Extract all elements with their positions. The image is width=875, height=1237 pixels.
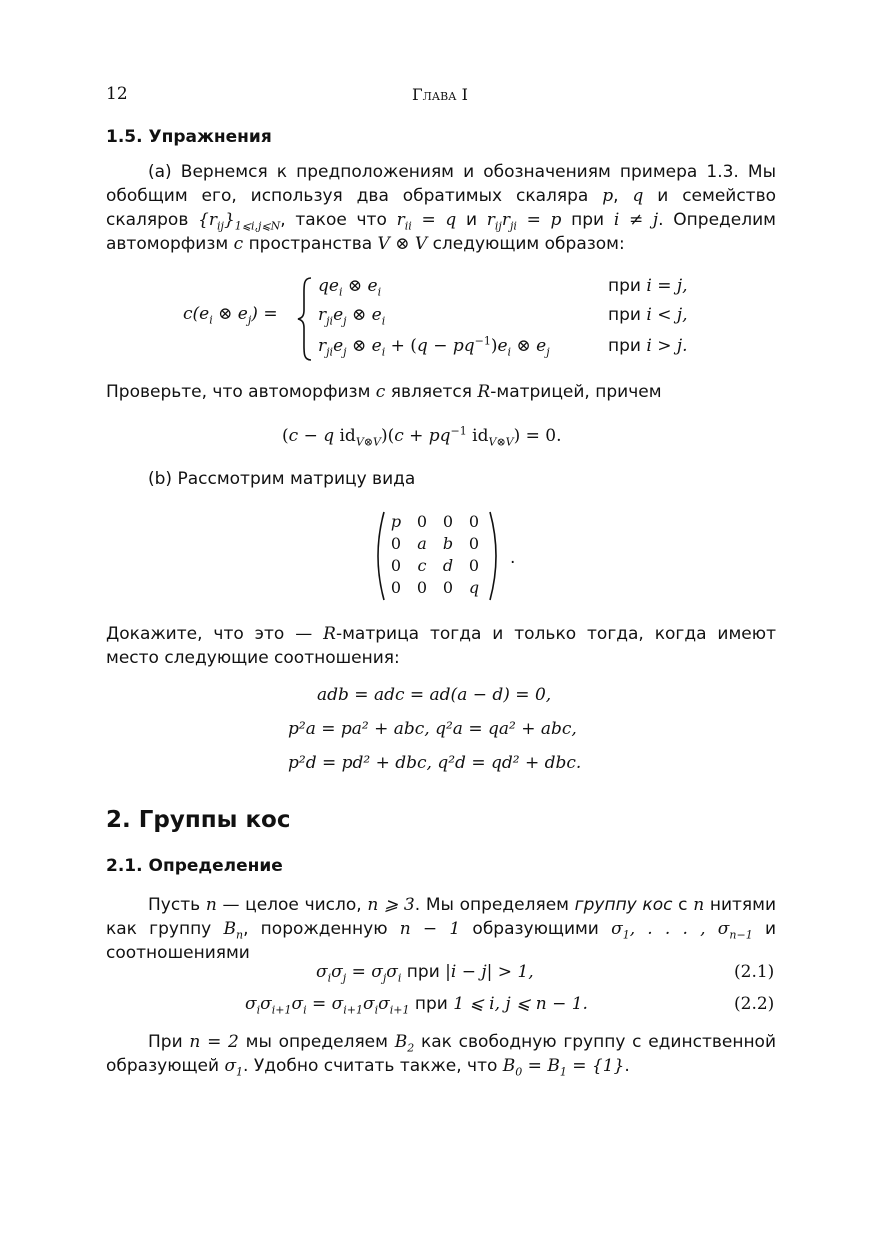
math-sigma1 bbox=[224, 1056, 244, 1079]
math-sub: n bbox=[235, 928, 244, 942]
matrix-cell: 0 bbox=[442, 577, 454, 597]
matrix-cell: c bbox=[417, 555, 427, 575]
matrix-cell: p bbox=[390, 511, 402, 531]
math-vv: V ⊗ V bbox=[377, 234, 428, 254]
prove-paragraph bbox=[106, 622, 776, 670]
text-span: . Мы определяем bbox=[414, 895, 569, 915]
math-part: = p bbox=[516, 210, 562, 230]
text-span: при bbox=[608, 336, 641, 356]
section-heading-braid-groups: 2. Группы кос bbox=[106, 807, 291, 833]
math-sub: 1 bbox=[622, 928, 630, 942]
text-span: Рассмотрим матрицу вида bbox=[177, 469, 416, 489]
matrix-right-paren bbox=[488, 510, 504, 602]
math-sub: 1 bbox=[236, 1065, 244, 1079]
text-span: , такое что bbox=[280, 210, 387, 230]
chapter-title: Глава I bbox=[412, 85, 468, 104]
math-sub: j bbox=[247, 313, 252, 327]
identity-equation: (c − q $id_{V\otimes V})(c + pq^{-1}$ $id_{V\otimes V}) = 0$. bbox=[282, 424, 562, 449]
math-rii bbox=[396, 210, 457, 233]
text-span: -матрица тогда и только тогда, когда имеют место следующие соотношения: bbox=[106, 624, 776, 668]
case-row-1-cond bbox=[608, 276, 688, 296]
math-n: n bbox=[205, 895, 217, 915]
math-part: ) = bbox=[251, 304, 278, 324]
text-span: , порожденную bbox=[243, 919, 388, 939]
b2-paragraph bbox=[106, 1030, 776, 1078]
math-part: c(e bbox=[183, 304, 210, 324]
math-part: = q bbox=[411, 210, 457, 230]
matrix-cell: b bbox=[442, 533, 454, 553]
math-part: ⊗ e bbox=[212, 304, 248, 324]
text-span: При bbox=[148, 1032, 183, 1052]
matrix-row bbox=[383, 510, 487, 532]
math-cond: n ⩾ 3 bbox=[367, 895, 415, 915]
check-sentence bbox=[106, 382, 662, 402]
exercise-a-label: (a) bbox=[148, 162, 172, 182]
matrix-cell: 0 bbox=[442, 511, 454, 531]
math-cond: 1 ⩽ i, j ⩽ n − 1. bbox=[453, 994, 588, 1014]
text-span: и семейство скаляров bbox=[106, 186, 777, 230]
math-cond: i < j, bbox=[646, 305, 688, 325]
matrix bbox=[383, 510, 487, 598]
text-span: , bbox=[613, 186, 619, 206]
math-part: B bbox=[394, 1032, 408, 1052]
math-sub: ij bbox=[217, 219, 224, 233]
case-row-3-expr: $r_{ji}e_j$ ⊗ $e_i + (q - pq^{-1})e_i$ ⊗ $e_j$ bbox=[318, 334, 550, 359]
left-brace bbox=[296, 276, 314, 362]
case-row-2-cond bbox=[608, 305, 688, 325]
text-span: — целое число, bbox=[222, 895, 362, 915]
matrix-cell: q bbox=[468, 577, 480, 597]
math-part: r bbox=[396, 210, 405, 230]
math-cond: i = j, bbox=[646, 276, 688, 296]
math-sub: n−1 bbox=[729, 928, 753, 942]
text-span: при bbox=[414, 994, 448, 1014]
equation-number: (2.1) bbox=[734, 962, 775, 982]
matrix-cell: 0 bbox=[390, 577, 402, 597]
cases-lhs bbox=[183, 304, 278, 327]
math-cond: |i − j| > 1, bbox=[445, 962, 534, 982]
math-sub: ij bbox=[494, 219, 502, 233]
matrix-cell: a bbox=[417, 533, 427, 553]
case-row-1-expr: $qe_i$ ⊗ $e_i$ bbox=[318, 276, 382, 299]
math-part: {r bbox=[198, 210, 217, 230]
text-span: . bbox=[624, 1056, 630, 1076]
text-span: при bbox=[608, 276, 641, 296]
text-span: Проверьте, что автоморфизм bbox=[106, 382, 371, 402]
math-part: r bbox=[486, 210, 495, 230]
text-span: с bbox=[678, 895, 688, 915]
relation-2: p²a = pa² + abc, q²a = qa² + abc, bbox=[288, 719, 577, 739]
math-part: } bbox=[223, 210, 235, 230]
text-span: нитями как группу bbox=[106, 895, 776, 939]
relation-3: p²d = pd² + dbc, q²d = qd² + dbc. bbox=[288, 753, 582, 773]
matrix-cell: 0 bbox=[390, 533, 402, 553]
matrix-cell: 0 bbox=[416, 577, 428, 597]
subsection-heading-definition: 2.1. Определение bbox=[106, 856, 283, 876]
math-R: R bbox=[477, 382, 491, 402]
page-number: 12 bbox=[106, 84, 128, 104]
math-c: c bbox=[375, 382, 386, 402]
math-sub: ji bbox=[509, 219, 517, 233]
math-sub: i bbox=[209, 313, 213, 327]
matrix-cell: 0 bbox=[468, 555, 480, 575]
math-B0-B1 bbox=[502, 1056, 625, 1079]
math-n-eq: n = 2 bbox=[189, 1032, 239, 1052]
text-span: и соотношениями bbox=[106, 919, 776, 963]
matrix-cell: d bbox=[442, 555, 454, 575]
text-span: следующим образом: bbox=[432, 234, 625, 254]
text-span: . Удобно считать также, что bbox=[243, 1056, 498, 1076]
text-span: является bbox=[390, 382, 473, 402]
math-p: p bbox=[602, 186, 614, 206]
text-span: мы определяем bbox=[245, 1032, 388, 1052]
matrix-cell: 0 bbox=[390, 555, 402, 575]
text-span: при bbox=[406, 962, 440, 982]
math-generators bbox=[611, 919, 753, 942]
math-part: B bbox=[502, 1056, 516, 1076]
matrix-cell: 0 bbox=[468, 511, 480, 531]
math-n: n bbox=[693, 895, 705, 915]
matrix-cell: 0 bbox=[416, 511, 428, 531]
math-cond: i > j. bbox=[646, 336, 688, 356]
matrix-cell: 0 bbox=[468, 533, 480, 553]
text-span: . Определим автоморфизм bbox=[106, 210, 776, 254]
exercise-b-intro bbox=[148, 469, 415, 489]
math-rij-rji bbox=[486, 210, 562, 233]
math-q: q bbox=[632, 186, 644, 206]
math-part: B bbox=[223, 919, 236, 939]
equation-number: (2.2) bbox=[734, 994, 775, 1014]
text-span: Вернемся к предположениям и обозначениям примера 1.3. Мы обобщим его, используя два обратимых скаляра bbox=[106, 162, 777, 206]
math-part: r bbox=[501, 210, 510, 230]
case-row-2-expr: $r_{ji}e_j$ ⊗ $e_i$ bbox=[318, 305, 386, 328]
math-part: B bbox=[547, 1056, 560, 1076]
math-c: c bbox=[233, 234, 244, 254]
math-family bbox=[198, 210, 281, 233]
text-span: и bbox=[465, 210, 478, 230]
text-span: при bbox=[571, 210, 605, 230]
math-sub: 0 bbox=[515, 1065, 523, 1079]
text-span: образующими bbox=[472, 919, 599, 939]
math-sub: ii bbox=[404, 219, 412, 233]
math-sub: 2 bbox=[407, 1041, 415, 1055]
relation-1: adb = adc = ad(a − d) = 0, bbox=[317, 685, 552, 705]
term-braid-group: группу кос bbox=[574, 895, 673, 915]
math-R: R bbox=[323, 624, 336, 644]
math-n-minus-1: n − 1 bbox=[399, 919, 461, 939]
equation-2-2: $\sigma_i\sigma_{i+1}\sigma_i = \sigma_{i+1}\sigma_i\sigma_{i+1}$ при 1 ⩽ i, j ⩽ n − 1. bbox=[245, 994, 588, 1017]
definition-paragraph bbox=[106, 893, 776, 965]
text-span: при bbox=[608, 305, 641, 325]
math-sub: 1⩽i,j⩽N bbox=[234, 219, 281, 233]
matrix-row bbox=[383, 532, 487, 554]
text-span: Пусть bbox=[148, 895, 201, 915]
math-sub: 1 bbox=[559, 1065, 567, 1079]
text-span: пространства bbox=[248, 234, 373, 254]
matrix-row bbox=[383, 576, 487, 598]
exercise-a-paragraph bbox=[106, 160, 776, 256]
exercise-b-label: (b) bbox=[148, 469, 173, 489]
section-heading-exercises: 1.5. Упражнения bbox=[106, 127, 272, 147]
math-part: σ bbox=[611, 919, 623, 939]
math-part: , . . . , σ bbox=[629, 919, 730, 939]
math-ineq: i ≠ j bbox=[613, 210, 659, 230]
text-span: Докажите, что это — bbox=[106, 624, 313, 644]
text-span: как свободную группу с единственной образующей bbox=[106, 1032, 777, 1076]
matrix-row bbox=[383, 554, 487, 576]
math-Bn bbox=[223, 919, 244, 942]
math-part: = {1} bbox=[566, 1056, 625, 1076]
matrix-period: . bbox=[510, 548, 516, 568]
math-part: = bbox=[522, 1056, 548, 1076]
math-B2 bbox=[394, 1032, 415, 1055]
case-row-3-cond bbox=[608, 336, 688, 356]
math-part: σ bbox=[224, 1056, 237, 1076]
equation-2-1: $\sigma_i\sigma_j = \sigma_j\sigma_i$ при |i − j| > 1, bbox=[316, 962, 534, 985]
text-span: -матрицей, причем bbox=[490, 382, 662, 402]
